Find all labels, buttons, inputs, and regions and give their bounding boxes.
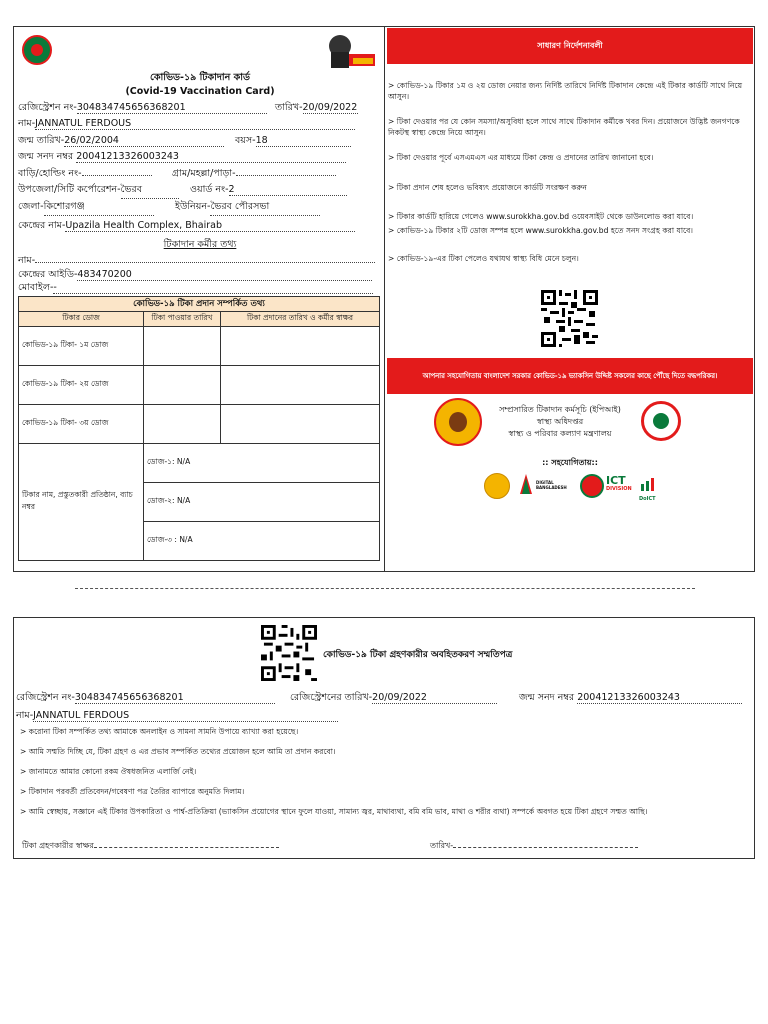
table-row [19,366,380,405]
dghs-logo [641,401,681,441]
age-field: বয়স-18 [235,134,351,149]
center-id-field: কেন্দ্রের আইডি-483470200 [18,268,372,283]
instruction-item: > কোভিড-১৯ টিকার ১ম ও ২য় ডোজ নেয়ার জন্য নির্দিষ্ট তারিখে নির্দিষ্ট টিকাদান কেন্দ্রে এই টিকার কার্ডটি সাথে নিয়ে আসুন। [388,81,743,101]
govt-emblem-icon [22,35,52,65]
reg-value: 304834745656368201 [77,102,267,114]
epi-line-1: সম্প্রসারিত টিকাদান কর্মসূচি (ইপিআই) [499,405,621,414]
dose-label: কোভিড-১৯ টিকা- ২য় ডোজ [19,366,144,405]
vaccine-info-table [18,296,380,561]
consent-item: > আমি সম্মতি দিচ্ছি যে, টিকা গ্রহণ ও এর প্রভাব সম্পর্কিত তথ্যের প্রয়োজন হলে আমি তা প্রদান করবো। [20,747,336,756]
consent-list [20,726,750,817]
consent-qr-code-icon [261,625,317,681]
union-value: ভৈরব পৌরসভা [210,200,320,216]
table-row [19,405,380,444]
bangladesh-map-logo [580,474,604,498]
cooperation-label: :: সহযোগিতায়:: [542,458,598,467]
worker-info-title: টিকাদান কর্মীর তথ্য [163,239,237,250]
birthcert-value: 20041213326003243 [76,151,346,163]
instruction-item: > টিকার কার্ডটি হারিয়ে গেলেও www.surokkha.gov.bd ওয়েবসাইট থেকে ডাউনলোড করা যাবে। [388,212,694,221]
consent-name-value: JANNATUL FERDOUS [33,710,338,722]
epi-line-2: স্বাস্থ্য অধিদপ্তর [536,417,584,426]
district-field: জেলা-কিশোরগঞ্জ [18,200,154,216]
batch-cell: ডোজ-৩ : N/A [144,522,380,561]
dob-field: জন্ম তারিখ-26/02/2004 [18,134,224,149]
batch-cell: ডোজ-১: N/A [144,444,380,483]
name-field: নাম-JANNATUL FERDOUS [18,117,355,132]
table-header: টিকা প্রদানের তারিখ ও কর্মীর স্বাক্ষর [221,312,380,327]
dose-label: কোভিড-১৯ টিকা- ৩য় ডোজ [19,405,144,444]
name-value: JANNATUL FERDOUS [35,118,355,130]
instructions-list [388,80,750,264]
birthcert-field: জন্ম সনদ নম্বর 20041213326003243 [18,150,346,165]
instruction-item: > টিকা প্রদান শেষ হলেও ভবিষ্যৎ প্রয়োজনে কার্ডটি সংরক্ষণ করুন [388,183,587,192]
center-field: কেন্দ্রের নাম-Upazila Health Complex, Bhairab [18,219,355,234]
consent-item: > আমি স্বেচ্ছায়, সজ্ঞানে এই টিকার উপকারিতা ও পার্শ্ব-প্রতিক্রিয়া (ভ্যাকসিন প্রয়োগের স্থানে ফুলে যাওয়া, সামান্য জ্বর, মাথাব্যথা, বমি বমি ভাব, মাথা ও শরীর ব্যথা) সম্পর্কে অবগত হয়ে টিকা গ্রহণে সম্মত আছি। [20,807,648,816]
center-value: Upazila Health Complex, Bhairab [65,220,355,232]
instruction-item: > কোভিড-১৯ টিকার ২টি ডোজ সম্পন্ন হলে www.surokkha.gov.bd হতে সনদ সংগ্রহ করা যাবে। [388,226,694,235]
consent-item: > টিকাদান পরবর্তী প্রতিবেদন/গবেষণা পত্র তৈরির ব্যাপারে অনুমতি দিলাম। [20,787,245,796]
consent-item: > করোনা টিকা সম্পর্কিত তথ্য আমাকে অনলাইন ও সামনা সামনি উপায়ে ব্যাখ্যা করা হয়েছে। [20,727,299,736]
consent-regdate-field: রেজিস্ট্রেশনের তারিখ-20/09/2022 [290,691,497,706]
mobile-field: মোবাইল-- [18,281,373,296]
vaccine-name-label: টিকার নাম, প্রস্তুতকারী প্রতিষ্ঠান, ব্যাচ নম্বর [19,444,144,561]
consent-title: কোভিড-১৯ টিকা গ্রহণকারীর অবহিতকরণ সম্মতিপত্র [323,650,513,660]
date-field: তারিখ-20/09/2022 [275,102,358,113]
union-field: ইউনিয়ন-ভৈরব পৌরসভা [175,200,320,216]
upazila-field: উপজেলা/সিটি কর্পোরেশন-ভৈরব [18,183,179,199]
consent-reg-value: 304834745656368201 [75,692,275,704]
consent-birthcert-field: জন্ম সনদ নম্বর 20041213326003243 [519,691,742,706]
cut-line [75,588,695,589]
ward-field: ওয়ার্ড নং-2 [190,183,347,198]
date-value: 20/09/2022 [302,102,358,113]
signature-field: টিকা গ্রহণকারীর স্বাক্ষর [22,840,279,853]
ict-division-logo: ICT DIVISION [606,474,632,492]
reg-field: রেজিস্ট্রেশন নং-304834745656368201 [18,101,267,116]
district-value: কিশোরগঞ্জ [44,200,154,216]
worker-name-field: নাম- [18,254,375,269]
instruction-item: > টিকা দেওয়ার পূর্বে এসএমএস এর মাধ্যমে টিকা কেন্দ্র ও প্রদানের তারিখ জানানো হবে। [388,153,654,162]
table-row [19,444,380,483]
instruction-item: > কোভিড-১৯-এর টিকা পেলেও যথাযথ স্বাস্থ্য বিধি মেনে চলুন। [388,254,579,263]
vaccine-table-title: কোভিড-১৯ টিকা প্রদান সম্পর্কিত তথ্য [19,297,380,312]
upazila-value: ভৈরব [121,183,179,199]
table-row [19,327,380,366]
consent-birthcert-value: 20041213326003243 [577,692,742,704]
card-title-bn: কোভিড-১৯ টিকাদান কার্ড [149,72,251,83]
epi-logo [434,398,482,446]
dose-label: কোভিড-১৯ টিকা- ১ম ডোজ [19,327,144,366]
digital-bangladesh-logo: DIGITAL BANGLADESH [516,472,574,502]
consent-reg-field: রেজিস্ট্রেশন নং-304834745656368201 [16,691,275,706]
village-field: গ্রাম/মহল্লা/পাড়া- [172,167,336,182]
card-title-en: (Covid-19 Vaccination Card) [125,86,275,97]
table-header: টিকার ডোজ [19,312,144,327]
instruction-item: > টিকা দেওয়ার পর যে কোন সমস্যা/অসুবিধা হলে সাথে সাথে টিকাদান কর্মীকে খবর দিন। প্রয়োজনে উদ্ভিষ্ট জনগণকে নিকটস্থ স্বাস্থ্য কেন্দ্রে নিয়ে আসুন। [388,117,740,137]
epi-line-3: স্বাস্থ্য ও পরিবার কল্যাণ মন্ত্রণালয় [508,429,612,438]
doict-logo: DoICT [639,474,661,500]
center-id-value: 483470200 [77,269,372,281]
mobile-value: - [53,282,373,294]
consent-item: > জানামতে আমার কোনো রকম ঔষধজনিত এলার্জি নেই। [20,767,197,776]
ward-value: 2 [229,184,347,196]
epi-text [485,404,635,440]
mujib-centenary-logo [323,32,379,70]
qr-code-icon [541,290,598,347]
dob-value: 26/02/2004 [64,135,224,147]
sign-date-field: তারিখ- [430,840,638,853]
table-header: টিকা পাওয়ার তারিখ [144,312,221,327]
consent-regdate-value: 20/09/2022 [372,692,497,704]
house-field: বাড়ি/হোল্ডিং নং- [18,167,152,182]
instructions-title: সাধারণ নির্দেশনাবলী [387,28,753,64]
commitment-banner: আপনার সহযোগিতায় বাংলাদেশ সরকার কোভিড-১৯ ভ্যাকসিন উদ্দিষ্ট সকলের কাছে পৌঁছে দিতে বদ্ধপরিকর। [387,358,753,394]
batch-cell: ডোজ-২: N/A [144,483,380,522]
age-value: 18 [256,135,351,147]
consent-name-field: নাম-JANNATUL FERDOUS [16,709,338,724]
govt-seal-icon [484,473,510,499]
